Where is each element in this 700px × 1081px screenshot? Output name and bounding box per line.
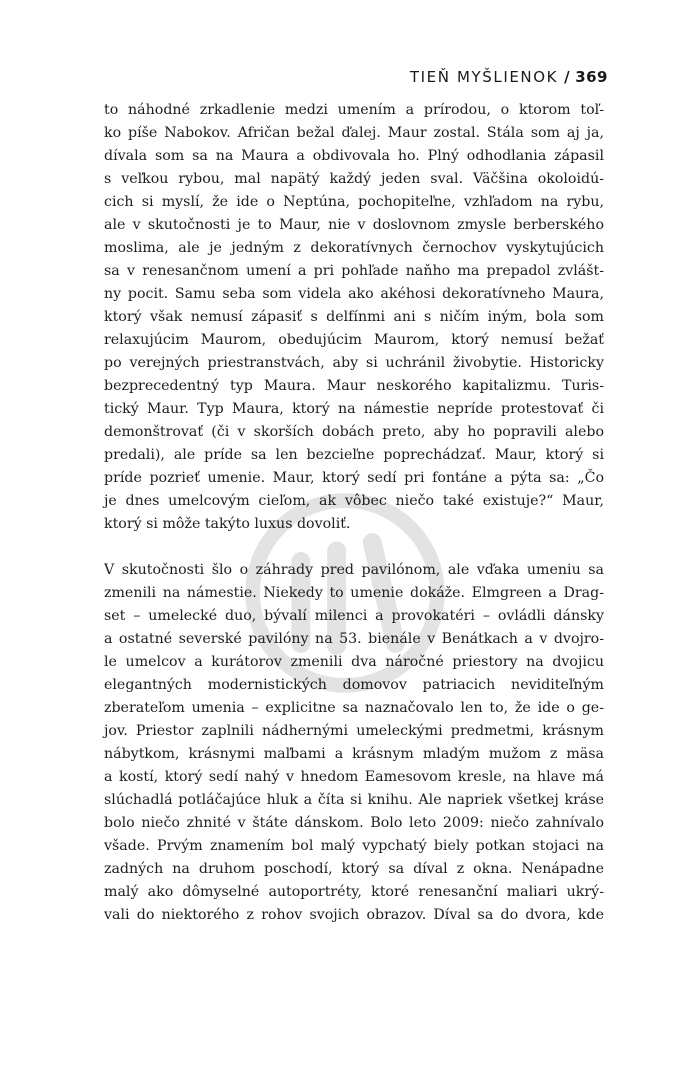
text-line: predali), ale príde sa len bezcieľne poprechádzať. Maur, ktorý si xyxy=(104,447,604,463)
paragraph-1 xyxy=(104,99,604,536)
text-line: slúchadlá potláčajúce hluk a číta si knihu. Ale napriek všetkej kráse xyxy=(104,792,604,808)
text-line: ktorý však nemusí zápasiť s delfínmi ani s ničím iným, bola som xyxy=(104,309,604,325)
text-line: malý ako dômyselné autoportréty, ktoré renesanční maliari ukrý- xyxy=(104,884,604,900)
text-line: cich si myslí, že ide o Neptúna, pochopiteľne, vzhľadom na rybu, xyxy=(104,194,604,210)
text-line: bolo niečo zhnité v štáte dánskom. Bolo leto 2009: niečo zahnívalo xyxy=(104,815,604,831)
text-line: relaxujúcim Maurom, obedujúcim Maurom, ktorý nemusí bežať xyxy=(104,332,604,348)
text-line: ale v skutočnosti je to Maur, nie v doslovnom zmysle berberského xyxy=(104,217,604,233)
text-line: moslima, ale je jedným z dekoratívnych černochov vyskytujúcich xyxy=(104,240,604,256)
text-line: to náhodné zrkadlenie medzi umením a prírodou, o ktorom toľ- xyxy=(104,102,604,118)
text-line: sa v renesančnom umení a pri pohľade naňho ma prepadol zvlášt- xyxy=(104,263,604,279)
text-line: nábytkom, krásnymi maľbami a krásnym mladým mužom z mäsa xyxy=(104,746,604,762)
text-line: V skutočnosti šlo o záhrady pred pavilónom, ale vďaka umeniu sa xyxy=(104,562,604,578)
text-line: zadných na druhom poschodí, ktorý sa díval z okna. Nenápadne xyxy=(104,861,604,877)
text-line: zmenili na námestie. Niekedy to umenie dokáže. Elmgreen a Drag- xyxy=(104,585,604,601)
text-line: s veľkou rybou, mal napätý každý jeden sval. Väčšina okoloidú- xyxy=(104,171,604,187)
text-line: elegantných modernistických domovov patriacich neviditeľným xyxy=(104,677,604,693)
text-line: všade. Prvým znamením bol malý vypchatý biely potkan stojaci na xyxy=(104,838,604,854)
text-line: demonštrovať (či v skorších dobách preto, aby ho popravili alebo xyxy=(104,424,604,440)
text-line: dívala som sa na Maura a obdivovala ho. Plný odhodlania zápasil xyxy=(104,148,604,164)
text-line: vali do niektorého z rohov svojich obrazov. Díval sa do dvora, kde xyxy=(104,907,604,923)
text-line: a ostatné severské pavilóny na 53. bienále v Benátkach a v dvojro- xyxy=(104,631,604,647)
text-line: a kostí, ktorý sedí nahý v hnedom Eamesovom kresle, na hlave má xyxy=(104,769,604,785)
text-line: tický Maur. Typ Maura, ktorý na námestie nepríde protestovať či xyxy=(104,401,604,417)
text-line: po verejných priestranstvách, aby si uchránil živobytie. Historicky xyxy=(104,355,604,371)
text-line: bezprecedentný typ Maura. Maur neskorého kapitalizmu. Turis- xyxy=(104,378,604,394)
paragraph-2 xyxy=(104,559,604,927)
text-line: set – umelecké duo, bývalí milenci a provokatéri – ovládli dánsky xyxy=(104,608,604,624)
page-number: 369 xyxy=(575,68,608,86)
running-header xyxy=(410,68,608,86)
text-line: príde pozrieť umenie. Maur, ktorý sedí pri fontáne a pýta sa: „Čo xyxy=(104,470,604,486)
running-title: TIEŇ MYŠLIENOK xyxy=(409,68,559,86)
text-line: jov. Priestor zaplnili nádhernými umeleckými predmetmi, krásnym xyxy=(104,723,604,739)
text-line: ktorý si môže takýto luxus dovoliť. xyxy=(104,516,351,532)
text-line: ny pocit. Samu seba som videla ako akéhosi dekoratívneho Maura, xyxy=(104,286,604,302)
text-line: ko píše Nabokov. Afričan bežal ďalej. Maur zostal. Stála som aj ja, xyxy=(104,125,604,141)
body-text xyxy=(104,99,604,927)
text-line: je dnes umelcovým cieľom, ak vôbec niečo také existuje?“ Maur, xyxy=(104,493,604,509)
text-line: le umelcov a kurátorov zmenili dva náročné priestory na dvojicu xyxy=(104,654,604,670)
header-separator: / xyxy=(564,68,572,86)
text-line: zberateľom umenia – explicitne sa naznačovalo len to, že ide o ge- xyxy=(104,700,604,716)
